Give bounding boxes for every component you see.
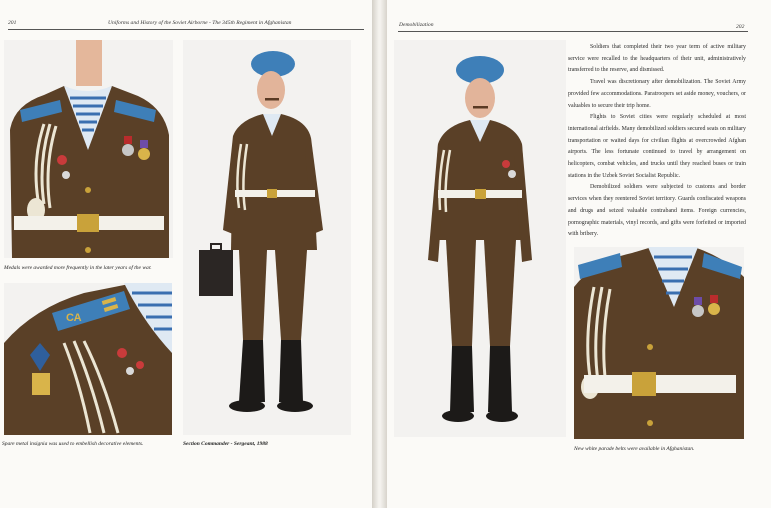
shoulder-board-letters: СА	[66, 312, 82, 324]
face	[465, 78, 495, 118]
running-title: Uniforms and History of the Soviet Airborne - The 345th Regiment in Afghanistan	[108, 20, 292, 26]
photo-chest-medals	[4, 40, 173, 258]
face	[257, 71, 285, 109]
paragraph-4: Demobilized soldiers were subjected to customs and border services when they reentered Soviet territory. Guards confiscated weapons and drugs and seized valuable contraband items. Foreign currencies, pornographic materials, vinyl records, and gifts were forfeited or imported with bribery.	[568, 184, 746, 238]
briefcase	[199, 250, 233, 296]
right-boot	[279, 340, 303, 402]
uniform-jacket	[574, 247, 744, 439]
photo-parade-belt	[574, 247, 744, 439]
left-boot	[450, 346, 474, 412]
paragraph-2: Travel was discretionary after demobilization. The Soviet Army provided few accommodations. Paratroopers set aside money, vouchers, or valuables to secure their trip home.	[568, 79, 746, 109]
body-text	[568, 42, 746, 241]
photo-demobilized-soldier	[394, 40, 566, 437]
section-title: Demobilization	[399, 22, 434, 28]
left-header-rule	[8, 29, 364, 30]
neck	[76, 40, 102, 86]
caption-belts: New white parade belts were available in Afghanistan.	[574, 446, 695, 452]
white-belt	[584, 375, 736, 393]
left-boot	[239, 340, 265, 402]
photo-section-commander	[183, 40, 351, 435]
belt-buckle	[77, 214, 99, 232]
paragraph-3: Flights to Soviet cities were regularly scheduled at most international airfields. Many demobilized soldiers secured seats on military transportation or waited days for civilian flights at overcrowded Afghan airports. The less fortunate continued to travel by arrangement on helicopters, combat vehicles, and trucks until they reached buses or train stations in the Uzbek Soviet Socialist Republic.	[568, 114, 746, 179]
caption-section-commander: Section Commander - Sergeant, 1988	[183, 441, 268, 447]
caption-insignia: Spare metal insignia was used to embellish decorative elements.	[2, 441, 144, 447]
sleeve-patch	[32, 373, 50, 395]
right-boot	[488, 346, 512, 412]
right-header-rule	[398, 31, 748, 32]
left-page-number: 201	[8, 20, 17, 26]
caption-medals: Medals were awarded more frequently in the later years of the war.	[4, 265, 152, 271]
book-gutter	[372, 0, 387, 508]
right-page-number: 202	[736, 24, 745, 30]
paragraph-1: Soldiers that completed their two year term of active military service were recalled to the headquarters of their unit, administratively transferred to the reserve, and dismissed.	[568, 44, 746, 74]
photo-insignia	[4, 283, 172, 435]
belt-buckle	[632, 372, 656, 396]
